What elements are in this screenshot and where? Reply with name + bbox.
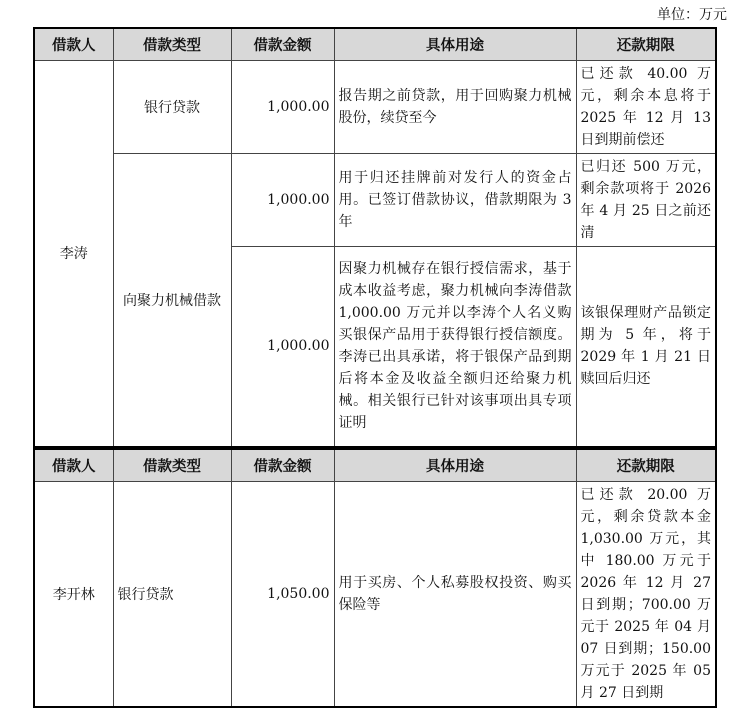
loan-type-cell: 向聚力机械借款 [113,154,231,447]
loan-type-cell: 银行贷款 [113,482,231,708]
repayment-term-cell: 已还款 40.00 万元，剩余本息将于 2025 年 12 月 13 日到期前偿还 [576,61,716,154]
loan-amount-cell: 1,000.00 [231,247,334,447]
table-row [34,482,716,708]
header-borrower: 借款人 [34,449,113,482]
repayment-term-cell: 该银保理财产品锁定期为 5 年，将于 2029 年 1 月 21 日赎回后归还 [576,247,716,447]
header-purpose: 具体用途 [334,449,576,482]
table-row [34,154,716,247]
loan-amount-cell: 1,000.00 [231,154,334,247]
loan-amount-cell: 1,050.00 [231,482,334,708]
unit-label: 单位：万元 [657,7,727,23]
header-loan-amount: 借款金额 [231,449,334,482]
repayment-term-cell: 已归还 500 万元，剩余款项将于 2026 年 4 月 25 日之前还清 [576,154,716,247]
table-header-row [34,449,716,482]
header-repayment-term: 还款期限 [576,449,716,482]
borrower-cell: 李开林 [34,482,113,708]
header-borrower: 借款人 [34,28,113,61]
table-row [34,61,716,154]
purpose-cell: 用于归还挂牌前对发行人的资金占用。已签订借款协议，借款期限为 3 年 [334,154,576,247]
purpose-cell: 报告期之前贷款，用于回购聚力机械股份，续贷至今 [334,61,576,154]
purpose-cell: 用于买房、个人私募股权投资、购买保险等 [334,482,576,708]
header-loan-amount: 借款金额 [231,28,334,61]
loan-type-cell: 银行贷款 [113,61,231,154]
table-header-row [34,28,716,61]
loan-amount-cell: 1,000.00 [231,61,334,154]
header-repayment-term: 还款期限 [576,28,716,61]
borrower-cell: 李涛 [34,61,113,447]
repayment-term-cell: 已还款 20.00 万元，剩余贷款本金 1,030.00 万元，其中 180.00 万元于 2026 年 12 月 27 日到期；700.00 万元于 2025 年 04 月 07 日到期；150.00 万元于 2025 年 05 月 27 日到期 [576,482,716,708]
purpose-cell: 因聚力机械存在银行授信需求，基于成本收益考虑，聚力机械向李涛借款 1,000.00 万元并以李涛个人名义购买银保产品用于获得银行授信额度。李涛已出具承诺，将于银保产品到期后将本金及收益全额归还给聚力机械。相关银行已针对该事项出具专项证明 [334,247,576,447]
header-loan-type: 借款类型 [113,449,231,482]
header-purpose: 具体用途 [334,28,576,61]
loan-table-bottom [33,448,717,708]
header-loan-type: 借款类型 [113,28,231,61]
loan-table-top [33,27,717,448]
